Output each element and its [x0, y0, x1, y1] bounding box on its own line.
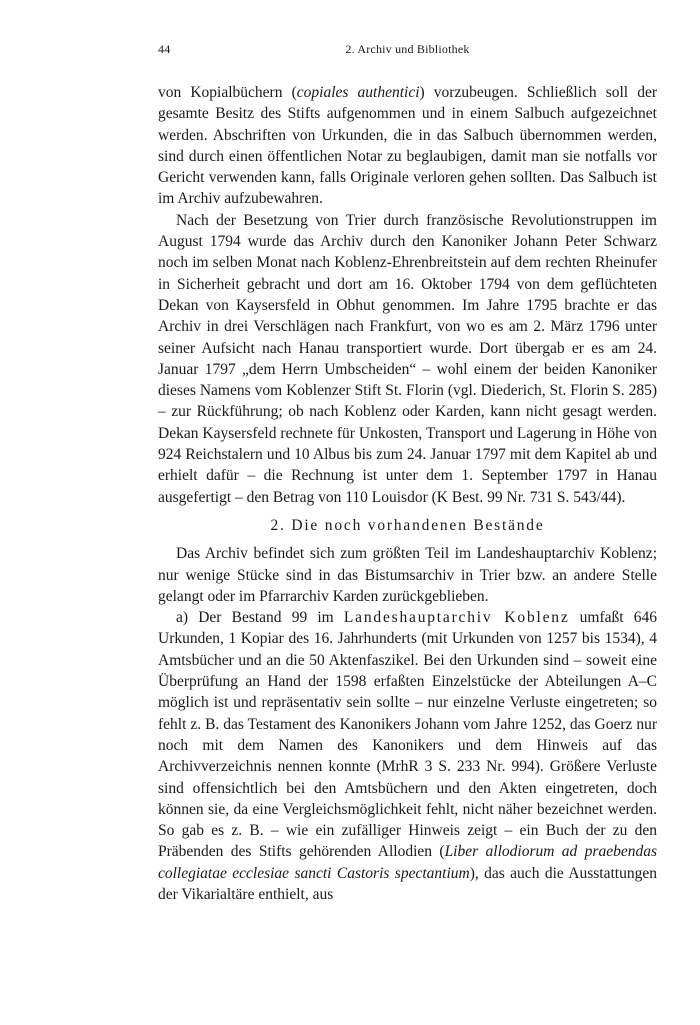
paragraph-kopialbuecher [158, 82, 657, 210]
section-heading: 2. Die noch vorhandenen Bestände [270, 516, 545, 534]
latin-title: Liber allodiorum ad praebendas collegiatae ecclesiae sancti Castoris spectantium [158, 843, 657, 882]
book-page [158, 42, 657, 905]
paragraph-bestand-99 [158, 607, 657, 905]
body-text [158, 82, 657, 905]
running-head-title: 2. Archiv und Bibliothek [345, 42, 470, 56]
page-number: 44 [158, 42, 171, 56]
paragraph-text: umfaßt 646 Urkunden, 1 Kopiar des 16. Jahrhunderts (mit Urkunden von 1257 bis 1534), 4 Amtsbücher und an die 50 Aktenfaszikel. Bei den Urkunden sind – soweit eine Überprüfung an Hand der 1598 erfaßten Einzelstücke der Abteilungen A–C möglich ist und repräsentativ sein sollte – nur einzelne Verluste eingetreten; so fehlt z. B. das Testament des Kanonikers Johann vom Jahre 1252, das Goerz nur noch mit dem Namen des Kanonikers und dem Hinweis auf das Archivverzeichnis nennen konnte (MrhR 3 S. 233 Nr. 994). Größere Verluste sind offensichtlich bei den Amtsbüchern und den Akten eingetreten, doch können sie, da eine Vergleichsmöglichkeit fehlt, nicht näher bezeichnet werden. So gab es z. B. – wie ein zufälliger Hinweis zeigt – ein Buch der zu den Präbenden des Stifts gehörenden Allodien ( [158, 609, 658, 861]
latin-term: copiales authentici [296, 84, 420, 101]
paragraph-text: a) Der Bestand 99 im [176, 609, 344, 627]
archive-name: Landeshauptarchiv Koblenz [343, 609, 570, 627]
paragraph-revolution: Nach der Besetzung von Trier durch französische Revolutionstruppen im August 1794 wurde das Archiv durch den Kanoniker Johann Peter Schwarz noch im selben Monat nach Koblenz-Ehrenbreitstein auf dem rechten Rheinufer in Sicherheit gebracht und dort am 16. Oktober 1794 von dem geflüchteten Dekan von Kaysersfeld in Obhut genommen. Im Jahre 1795 brachte er das Archiv in drei Verschlägen nach Frankfurt, von wo es am 2. März 1796 unter seiner Aufsicht nach Hanau transportiert wurde. Dort übergab er es am 24. Januar 1797 „dem Herrn Umbscheiden“ – wohl einem der beiden Kanoniker dieses Namens vom Koblenzer Stift St. Florin (vgl. Diederich, St. Florin S. 285) – zur Rückführung; ob nach Koblenz oder Karden, kann nicht gesagt werden. Dekan Kaysersfeld rechnete für Unkosten, Transport und Lagerung in Höhe von 924 Reichstalern und 10 Albus bis zum 24. Januar 1797 mit dem Kapitel ab und erhielt dafür – die Rechnung ist unter dem 1. September 1797 in Hanau ausgefertigt – den Betrag von 110 Louisdor (K Best. 99 Nr. 731 S. 543/44). [158, 211, 657, 506]
paragraph-text: ), das auch die Ausstattungen der Vikarialtäre enthielt, aus [158, 864, 657, 903]
paragraph-text: von Kopialbüchern ( [158, 84, 297, 101]
paragraph-archive-location: Das Archiv befindet sich zum größten Teil im Landeshauptarchiv Koblenz; nur wenige Stücke sind in das Bistumsarchiv in Trier bzw. an andere Stelle gelangt oder im Pfarrarchiv Karden zurückgeblieben. [158, 545, 657, 605]
running-head [158, 42, 657, 64]
paragraph-text: ) vorzubeugen. Schließlich soll der gesamte Besitz des Stifts aufgenommen und in einem Salbuch aufgezeichnet werden. Abschriften von Urkunden, die in das Salbuch übernommen werden, sind durch einen öffentlichen Notar zu beglaubigen, damit man sie notfalls vor Gericht verwenden kann, falls Originale verloren gehen sollten. Das Salbuch ist im Archiv aufzubewahren. [158, 84, 658, 208]
